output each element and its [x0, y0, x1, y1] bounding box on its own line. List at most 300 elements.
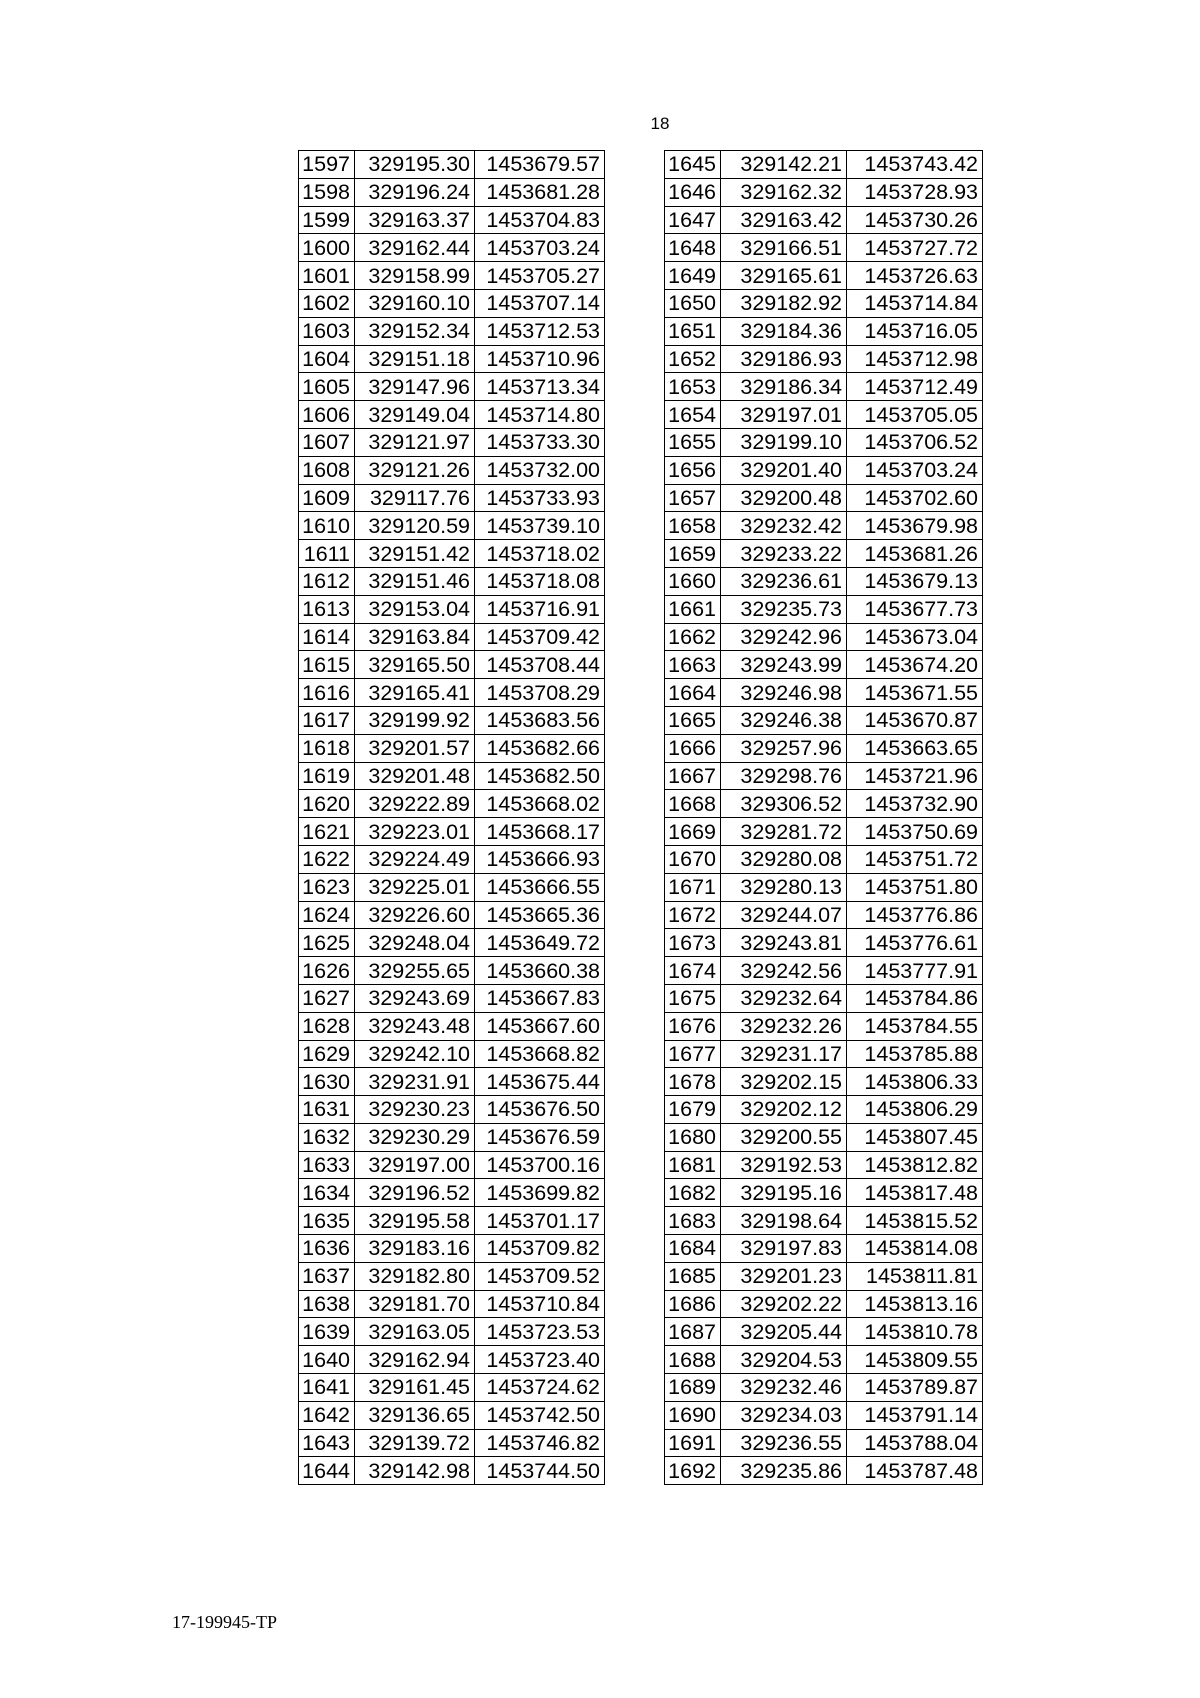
x-coordinate-cell: 329244.07 [721, 901, 847, 929]
point-number-cell: 1612 [299, 567, 355, 595]
x-coordinate-cell: 329142.98 [355, 1457, 475, 1485]
y-coordinate-cell: 1453679.57 [475, 151, 605, 179]
point-number-cell: 1642 [299, 1401, 355, 1429]
table-row [299, 762, 605, 790]
x-coordinate-cell: 329199.10 [721, 428, 847, 456]
x-coordinate-cell: 329202.22 [721, 1290, 847, 1318]
table-row [665, 1262, 983, 1290]
table-row [665, 234, 983, 262]
y-coordinate-cell: 1453667.60 [475, 1012, 605, 1040]
table-row [665, 818, 983, 846]
point-number-cell: 1598 [299, 178, 355, 206]
point-number-cell: 1648 [665, 234, 721, 262]
table-row [299, 1012, 605, 1040]
x-coordinate-cell: 329234.03 [721, 1401, 847, 1429]
point-number-cell: 1617 [299, 706, 355, 734]
x-coordinate-cell: 329226.60 [355, 901, 475, 929]
point-number-cell: 1629 [299, 1040, 355, 1068]
coordinates-table-right-body [665, 151, 983, 1485]
y-coordinate-cell: 1453676.50 [475, 1096, 605, 1124]
point-number-cell: 1631 [299, 1096, 355, 1124]
table-row [299, 428, 605, 456]
point-number-cell: 1620 [299, 790, 355, 818]
y-coordinate-cell: 1453716.91 [475, 595, 605, 623]
y-coordinate-cell: 1453671.55 [847, 679, 983, 707]
table-row [299, 651, 605, 679]
x-coordinate-cell: 329153.04 [355, 595, 475, 623]
table-row [299, 929, 605, 957]
x-coordinate-cell: 329151.46 [355, 567, 475, 595]
table-row [665, 289, 983, 317]
x-coordinate-cell: 329184.36 [721, 317, 847, 345]
point-number-cell: 1678 [665, 1068, 721, 1096]
y-coordinate-cell: 1453679.13 [847, 567, 983, 595]
table-row [299, 234, 605, 262]
table-row [299, 1040, 605, 1068]
table-row [665, 1207, 983, 1235]
point-number-cell: 1640 [299, 1346, 355, 1374]
x-coordinate-cell: 329161.45 [355, 1374, 475, 1402]
table-row [299, 957, 605, 985]
point-number-cell: 1691 [665, 1429, 721, 1457]
x-coordinate-cell: 329224.49 [355, 845, 475, 873]
table-row [665, 679, 983, 707]
y-coordinate-cell: 1453810.78 [847, 1318, 983, 1346]
point-number-cell: 1633 [299, 1151, 355, 1179]
table-row [665, 1374, 983, 1402]
y-coordinate-cell: 1453817.48 [847, 1179, 983, 1207]
point-number-cell: 1654 [665, 401, 721, 429]
x-coordinate-cell: 329236.55 [721, 1429, 847, 1457]
table-row [665, 734, 983, 762]
point-number-cell: 1687 [665, 1318, 721, 1346]
y-coordinate-cell: 1453777.91 [847, 957, 983, 985]
y-coordinate-cell: 1453709.52 [475, 1262, 605, 1290]
y-coordinate-cell: 1453787.48 [847, 1457, 983, 1485]
table-row [665, 401, 983, 429]
y-coordinate-cell: 1453670.87 [847, 706, 983, 734]
y-coordinate-cell: 1453668.17 [475, 818, 605, 846]
table-row [299, 262, 605, 290]
y-coordinate-cell: 1453714.84 [847, 289, 983, 317]
x-coordinate-cell: 329195.58 [355, 1207, 475, 1235]
table-row [665, 901, 983, 929]
y-coordinate-cell: 1453706.52 [847, 428, 983, 456]
table-row [299, 1151, 605, 1179]
point-number-cell: 1607 [299, 428, 355, 456]
point-number-cell: 1624 [299, 901, 355, 929]
y-coordinate-cell: 1453723.53 [475, 1318, 605, 1346]
y-coordinate-cell: 1453668.02 [475, 790, 605, 818]
point-number-cell: 1610 [299, 512, 355, 540]
table-row [299, 1346, 605, 1374]
x-coordinate-cell: 329248.04 [355, 929, 475, 957]
point-number-cell: 1627 [299, 984, 355, 1012]
point-number-cell: 1686 [665, 1290, 721, 1318]
x-coordinate-cell: 329236.61 [721, 567, 847, 595]
table-row [299, 1096, 605, 1124]
table-row [299, 984, 605, 1012]
point-number-cell: 1650 [665, 289, 721, 317]
point-number-cell: 1618 [299, 734, 355, 762]
y-coordinate-cell: 1453742.50 [475, 1401, 605, 1429]
point-number-cell: 1604 [299, 345, 355, 373]
point-number-cell: 1662 [665, 623, 721, 651]
point-number-cell: 1635 [299, 1207, 355, 1235]
point-number-cell: 1625 [299, 929, 355, 957]
point-number-cell: 1658 [665, 512, 721, 540]
x-coordinate-cell: 329163.84 [355, 623, 475, 651]
table-row [299, 595, 605, 623]
table-row [299, 1207, 605, 1235]
x-coordinate-cell: 329139.72 [355, 1429, 475, 1457]
x-coordinate-cell: 329186.93 [721, 345, 847, 373]
y-coordinate-cell: 1453716.05 [847, 317, 983, 345]
table-row [299, 1068, 605, 1096]
point-number-cell: 1647 [665, 206, 721, 234]
x-coordinate-cell: 329163.42 [721, 206, 847, 234]
table-row [665, 706, 983, 734]
table-row [665, 790, 983, 818]
point-number-cell: 1670 [665, 845, 721, 873]
point-number-cell: 1683 [665, 1207, 721, 1235]
y-coordinate-cell: 1453784.55 [847, 1012, 983, 1040]
x-coordinate-cell: 329242.10 [355, 1040, 475, 1068]
x-coordinate-cell: 329152.34 [355, 317, 475, 345]
x-coordinate-cell: 329231.17 [721, 1040, 847, 1068]
point-number-cell: 1651 [665, 317, 721, 345]
y-coordinate-cell: 1453710.84 [475, 1290, 605, 1318]
point-number-cell: 1637 [299, 1262, 355, 1290]
point-number-cell: 1646 [665, 178, 721, 206]
x-coordinate-cell: 329181.70 [355, 1290, 475, 1318]
table-row [665, 206, 983, 234]
x-coordinate-cell: 329165.50 [355, 651, 475, 679]
x-coordinate-cell: 329198.64 [721, 1207, 847, 1235]
table-row [299, 289, 605, 317]
x-coordinate-cell: 329121.26 [355, 456, 475, 484]
y-coordinate-cell: 1453703.24 [475, 234, 605, 262]
point-number-cell: 1641 [299, 1374, 355, 1402]
point-number-cell: 1685 [665, 1262, 721, 1290]
x-coordinate-cell: 329242.56 [721, 957, 847, 985]
point-number-cell: 1679 [665, 1096, 721, 1124]
table-row [299, 679, 605, 707]
point-number-cell: 1681 [665, 1151, 721, 1179]
x-coordinate-cell: 329182.80 [355, 1262, 475, 1290]
x-coordinate-cell: 329202.15 [721, 1068, 847, 1096]
y-coordinate-cell: 1453724.62 [475, 1374, 605, 1402]
y-coordinate-cell: 1453708.29 [475, 679, 605, 707]
y-coordinate-cell: 1453813.16 [847, 1290, 983, 1318]
table-row [665, 512, 983, 540]
table-row [665, 373, 983, 401]
x-coordinate-cell: 329197.83 [721, 1235, 847, 1263]
point-number-cell: 1603 [299, 317, 355, 345]
y-coordinate-cell: 1453785.88 [847, 1040, 983, 1068]
x-coordinate-cell: 329165.41 [355, 679, 475, 707]
x-coordinate-cell: 329142.21 [721, 151, 847, 179]
point-number-cell: 1680 [665, 1123, 721, 1151]
table-row [299, 790, 605, 818]
table-row [665, 1179, 983, 1207]
x-coordinate-cell: 329202.12 [721, 1096, 847, 1124]
point-number-cell: 1615 [299, 651, 355, 679]
y-coordinate-cell: 1453733.93 [475, 484, 605, 512]
table-row [299, 873, 605, 901]
x-coordinate-cell: 329162.44 [355, 234, 475, 262]
table-row [665, 151, 983, 179]
table-row [299, 1290, 605, 1318]
page-number: 18 [650, 114, 670, 133]
table-row [665, 317, 983, 345]
point-number-cell: 1669 [665, 818, 721, 846]
point-number-cell: 1671 [665, 873, 721, 901]
x-coordinate-cell: 329306.52 [721, 790, 847, 818]
coordinates-table-left [298, 150, 605, 1485]
x-coordinate-cell: 329235.73 [721, 595, 847, 623]
point-number-cell: 1601 [299, 262, 355, 290]
y-coordinate-cell: 1453727.72 [847, 234, 983, 262]
point-number-cell: 1684 [665, 1235, 721, 1263]
point-number-cell: 1676 [665, 1012, 721, 1040]
y-coordinate-cell: 1453746.82 [475, 1429, 605, 1457]
y-coordinate-cell: 1453683.56 [475, 706, 605, 734]
x-coordinate-cell: 329201.40 [721, 456, 847, 484]
point-number-cell: 1688 [665, 1346, 721, 1374]
point-number-cell: 1623 [299, 873, 355, 901]
table-row [299, 1262, 605, 1290]
x-coordinate-cell: 329232.46 [721, 1374, 847, 1402]
x-coordinate-cell: 329298.76 [721, 762, 847, 790]
table-row [665, 1429, 983, 1457]
y-coordinate-cell: 1453668.82 [475, 1040, 605, 1068]
table-row [299, 1123, 605, 1151]
y-coordinate-cell: 1453707.14 [475, 289, 605, 317]
y-coordinate-cell: 1453776.61 [847, 929, 983, 957]
y-coordinate-cell: 1453806.33 [847, 1068, 983, 1096]
point-number-cell: 1673 [665, 929, 721, 957]
table-row [299, 1235, 605, 1263]
table-row [665, 262, 983, 290]
y-coordinate-cell: 1453649.72 [475, 929, 605, 957]
x-coordinate-cell: 329201.57 [355, 734, 475, 762]
y-coordinate-cell: 1453718.08 [475, 567, 605, 595]
table-row [299, 345, 605, 373]
x-coordinate-cell: 329246.98 [721, 679, 847, 707]
table-row [299, 734, 605, 762]
table-row [665, 1151, 983, 1179]
table-row [665, 595, 983, 623]
point-number-cell: 1638 [299, 1290, 355, 1318]
point-number-cell: 1600 [299, 234, 355, 262]
table-row [665, 1012, 983, 1040]
table-row [665, 345, 983, 373]
point-number-cell: 1630 [299, 1068, 355, 1096]
table-row [665, 651, 983, 679]
table-row [665, 484, 983, 512]
y-coordinate-cell: 1453676.59 [475, 1123, 605, 1151]
point-number-cell: 1663 [665, 651, 721, 679]
x-coordinate-cell: 329197.00 [355, 1151, 475, 1179]
point-number-cell: 1664 [665, 679, 721, 707]
x-coordinate-cell: 329147.96 [355, 373, 475, 401]
x-coordinate-cell: 329162.94 [355, 1346, 475, 1374]
x-coordinate-cell: 329233.22 [721, 540, 847, 568]
x-coordinate-cell: 329196.24 [355, 178, 475, 206]
point-number-cell: 1613 [299, 595, 355, 623]
table-row [665, 929, 983, 957]
y-coordinate-cell: 1453750.69 [847, 818, 983, 846]
table-row [665, 957, 983, 985]
point-number-cell: 1634 [299, 1179, 355, 1207]
y-coordinate-cell: 1453751.72 [847, 845, 983, 873]
point-number-cell: 1628 [299, 1012, 355, 1040]
point-number-cell: 1652 [665, 345, 721, 373]
y-coordinate-cell: 1453814.08 [847, 1235, 983, 1263]
x-coordinate-cell: 329163.05 [355, 1318, 475, 1346]
y-coordinate-cell: 1453682.50 [475, 762, 605, 790]
table-row [665, 1235, 983, 1263]
x-coordinate-cell: 329165.61 [721, 262, 847, 290]
x-coordinate-cell: 329186.34 [721, 373, 847, 401]
x-coordinate-cell: 329232.26 [721, 1012, 847, 1040]
point-number-cell: 1626 [299, 957, 355, 985]
x-coordinate-cell: 329136.65 [355, 1401, 475, 1429]
x-coordinate-cell: 329242.96 [721, 623, 847, 651]
y-coordinate-cell: 1453705.05 [847, 401, 983, 429]
y-coordinate-cell: 1453739.10 [475, 512, 605, 540]
y-coordinate-cell: 1453723.40 [475, 1346, 605, 1374]
x-coordinate-cell: 329196.52 [355, 1179, 475, 1207]
point-number-cell: 1677 [665, 1040, 721, 1068]
y-coordinate-cell: 1453666.93 [475, 845, 605, 873]
y-coordinate-cell: 1453732.00 [475, 456, 605, 484]
table-row [299, 206, 605, 234]
y-coordinate-cell: 1453726.63 [847, 262, 983, 290]
x-coordinate-cell: 329223.01 [355, 818, 475, 846]
table-row [665, 873, 983, 901]
y-coordinate-cell: 1453815.52 [847, 1207, 983, 1235]
y-coordinate-cell: 1453812.82 [847, 1151, 983, 1179]
table-row [299, 151, 605, 179]
y-coordinate-cell: 1453679.98 [847, 512, 983, 540]
point-number-cell: 1645 [665, 151, 721, 179]
y-coordinate-cell: 1453660.38 [475, 957, 605, 985]
x-coordinate-cell: 329243.69 [355, 984, 475, 1012]
x-coordinate-cell: 329281.72 [721, 818, 847, 846]
y-coordinate-cell: 1453809.55 [847, 1346, 983, 1374]
point-number-cell: 1657 [665, 484, 721, 512]
y-coordinate-cell: 1453682.66 [475, 734, 605, 762]
y-coordinate-cell: 1453667.83 [475, 984, 605, 1012]
x-coordinate-cell: 329235.86 [721, 1457, 847, 1485]
x-coordinate-cell: 329151.18 [355, 345, 475, 373]
table-row [299, 456, 605, 484]
x-coordinate-cell: 329182.92 [721, 289, 847, 317]
table-row [299, 845, 605, 873]
x-coordinate-cell: 329192.53 [721, 1151, 847, 1179]
point-number-cell: 1611 [299, 540, 355, 568]
table-row [665, 540, 983, 568]
y-coordinate-cell: 1453712.53 [475, 317, 605, 345]
point-number-cell: 1614 [299, 623, 355, 651]
table-row [299, 1374, 605, 1402]
y-coordinate-cell: 1453701.17 [475, 1207, 605, 1235]
point-number-cell: 1602 [299, 289, 355, 317]
point-number-cell: 1643 [299, 1429, 355, 1457]
y-coordinate-cell: 1453677.73 [847, 595, 983, 623]
y-coordinate-cell: 1453703.24 [847, 456, 983, 484]
y-coordinate-cell: 1453710.96 [475, 345, 605, 373]
point-number-cell: 1675 [665, 984, 721, 1012]
coordinates-table-left-body [299, 151, 605, 1485]
x-coordinate-cell: 329246.38 [721, 706, 847, 734]
x-coordinate-cell: 329201.23 [721, 1262, 847, 1290]
y-coordinate-cell: 1453675.44 [475, 1068, 605, 1096]
y-coordinate-cell: 1453806.29 [847, 1096, 983, 1124]
y-coordinate-cell: 1453663.65 [847, 734, 983, 762]
x-coordinate-cell: 329121.97 [355, 428, 475, 456]
table-row [665, 762, 983, 790]
point-number-cell: 1674 [665, 957, 721, 985]
x-coordinate-cell: 329163.37 [355, 206, 475, 234]
point-number-cell: 1609 [299, 484, 355, 512]
y-coordinate-cell: 1453674.20 [847, 651, 983, 679]
table-row [299, 512, 605, 540]
table-row [665, 1401, 983, 1429]
table-row [299, 1179, 605, 1207]
y-coordinate-cell: 1453743.42 [847, 151, 983, 179]
x-coordinate-cell: 329166.51 [721, 234, 847, 262]
table-row [665, 984, 983, 1012]
y-coordinate-cell: 1453791.14 [847, 1401, 983, 1429]
table-row [665, 1346, 983, 1374]
x-coordinate-cell: 329255.65 [355, 957, 475, 985]
y-coordinate-cell: 1453699.82 [475, 1179, 605, 1207]
point-number-cell: 1619 [299, 762, 355, 790]
point-number-cell: 1666 [665, 734, 721, 762]
coordinates-table-right [664, 150, 983, 1485]
x-coordinate-cell: 329230.23 [355, 1096, 475, 1124]
x-coordinate-cell: 329199.92 [355, 706, 475, 734]
y-coordinate-cell: 1453718.02 [475, 540, 605, 568]
y-coordinate-cell: 1453681.26 [847, 540, 983, 568]
point-number-cell: 1597 [299, 151, 355, 179]
document-code: 17-199945-TP [172, 1612, 277, 1632]
y-coordinate-cell: 1453732.90 [847, 790, 983, 818]
x-coordinate-cell: 329183.16 [355, 1235, 475, 1263]
point-number-cell: 1653 [665, 373, 721, 401]
point-number-cell: 1606 [299, 401, 355, 429]
point-number-cell: 1644 [299, 1457, 355, 1485]
y-coordinate-cell: 1453730.26 [847, 206, 983, 234]
table-row [665, 623, 983, 651]
point-number-cell: 1661 [665, 595, 721, 623]
x-coordinate-cell: 329117.76 [355, 484, 475, 512]
y-coordinate-cell: 1453702.60 [847, 484, 983, 512]
y-coordinate-cell: 1453665.36 [475, 901, 605, 929]
y-coordinate-cell: 1453789.87 [847, 1374, 983, 1402]
x-coordinate-cell: 329231.91 [355, 1068, 475, 1096]
x-coordinate-cell: 329197.01 [721, 401, 847, 429]
x-coordinate-cell: 329280.08 [721, 845, 847, 873]
y-coordinate-cell: 1453788.04 [847, 1429, 983, 1457]
y-coordinate-cell: 1453709.82 [475, 1235, 605, 1263]
x-coordinate-cell: 329232.64 [721, 984, 847, 1012]
y-coordinate-cell: 1453728.93 [847, 178, 983, 206]
point-number-cell: 1656 [665, 456, 721, 484]
